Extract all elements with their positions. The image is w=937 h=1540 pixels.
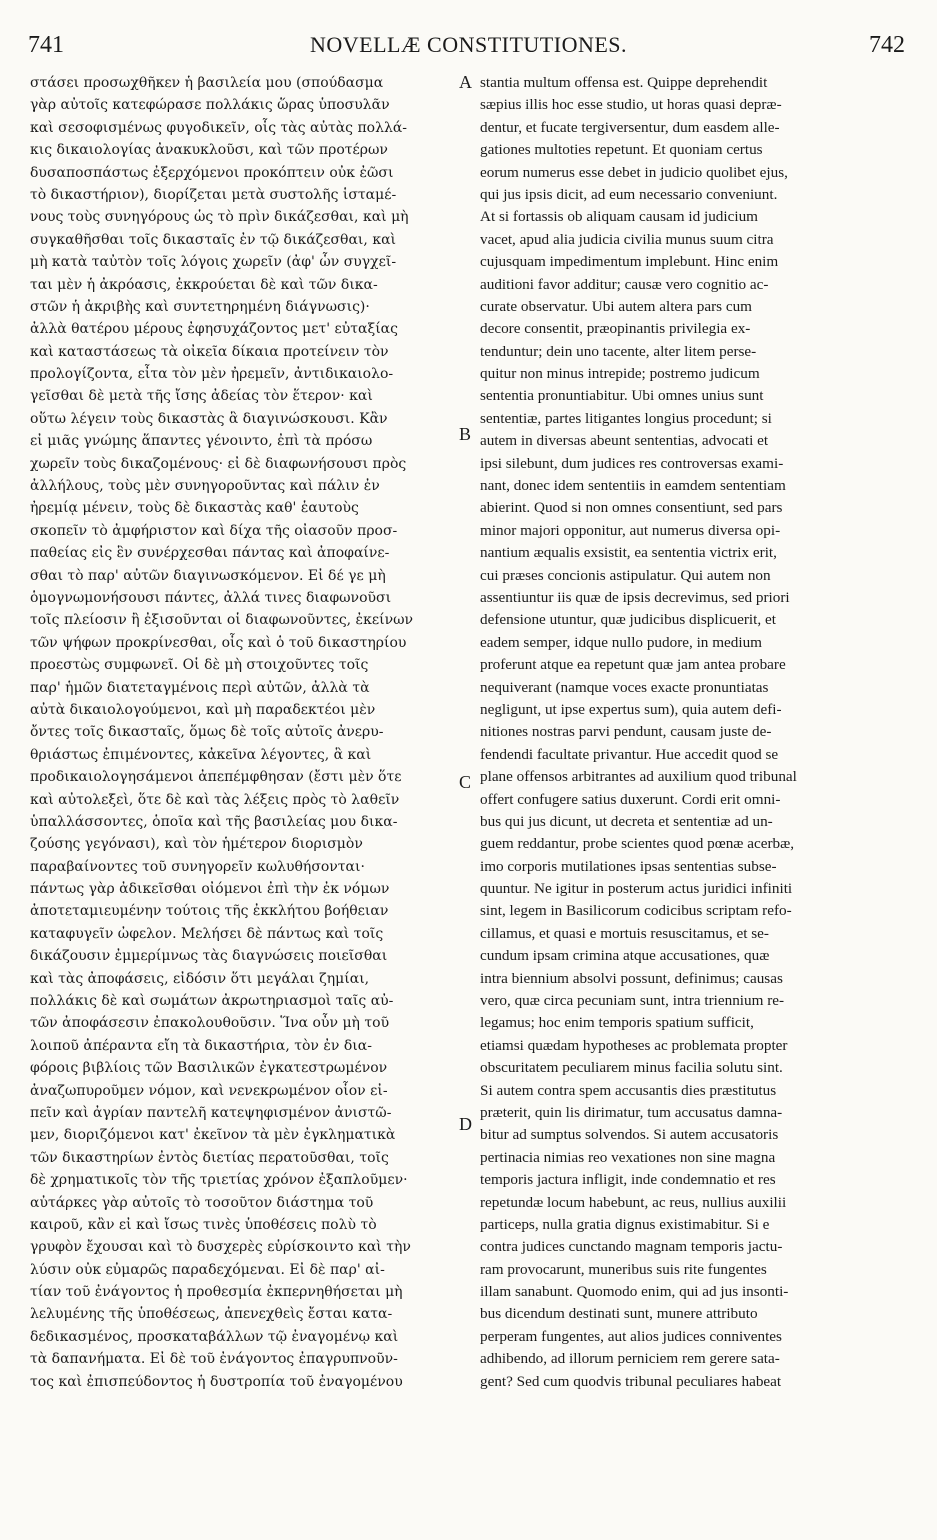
greek-text-line: τῶν ἀποφάσεσιν ἐπακολουθοῦσιν. Ἵνα οὖν μὴ τοῦ [30, 1015, 390, 1032]
greek-text-line: στῶν ἡ ἀκριβὴς καὶ συντετηρημένη διάγνωσις)· [30, 298, 370, 315]
latin-text-line: curate observatur. Ubi autem altera pars cum [480, 297, 752, 315]
greek-text-line: ὄντες τοῖς δικασταῖς, ὅμως δὲ τοῖς αὐτοῖς ἀνερυ- [30, 724, 384, 741]
greek-text-line: παρ' ἡμῶν διατεταγμένοις περὶ αὐτῶν, ἀλλὰ τὰ [30, 679, 370, 696]
running-title: NOVELLÆ CONSTITUTIONES. [309, 32, 628, 57]
greek-text-line: σθαι τὸ παρ' αὐτῶν διαγινωσκόμενον. Εἰ δέ γε μὴ [30, 567, 386, 584]
latin-text-line: vacet, apud alia judicia civilia munus suum citra [480, 230, 774, 248]
latin-text-line: autem in diversas abeunt sententias, advocati et [480, 432, 769, 450]
greek-text-line: προλογίζοντα, εἶτα τὸν μὲν ἠρεμεῖν, ἀντιδικαιολο- [30, 366, 394, 383]
greek-text-line: γὰρ αὐτοῖς κατεφώρασε πολλάκις ὥρας ὑποσυλᾶν [30, 97, 390, 114]
latin-text-line: eorum numerus esse debet in judicio quolibet ejus, [480, 163, 788, 181]
latin-text-line: gationes multoties repetunt. Et quoniam certus [480, 141, 763, 159]
latin-text-line: pertinacia nimias reo vexationes non sine magna [480, 1148, 776, 1166]
latin-text-line: fendendi facultate privantur. Hue accedit quod se [480, 745, 779, 763]
greek-text-line: πολλάκις δὲ καὶ σωμάτων ἀκρωτηριασμοὶ ταῖς αὐ- [30, 993, 394, 1010]
latin-text-line: legamus; hoc enim temporis spatium sufficit, [480, 1014, 754, 1032]
greek-text-line: καὶ καταστάσεως τὰ οἰκεῖα δίκαια προτείνειν τὸν [30, 343, 389, 360]
greek-text-line: προεστὼς συμφωνεῖ. Οἱ δὲ μὴ στοιχοῦντες τοῖς [30, 657, 369, 674]
latin-text-line: gent? Sed cum quodvis tribunal peculiares habeat [480, 1372, 782, 1390]
greek-text-line: ὁμογνωμονήσουσι πάντες, ἀλλά τινες διαφωνοῦσι [30, 589, 392, 606]
greek-text-line: τος καὶ ἐπισπεύδοντος ἡ δυστροπία τοῦ ἐναγομένου [30, 1373, 403, 1390]
latin-text-line: negligunt, ut ipse expertus sum), quia autem defi- [480, 700, 782, 718]
latin-text-line: adhibendo, ad illorum perniciem rem gerere sata- [480, 1350, 780, 1368]
greek-text-line: σκοπεῖν τὸ ἀμφήριστον καὶ δίχα τῆς οἰασοῦν προσ- [30, 522, 398, 539]
latin-text-line: temporis jactura infligit, inde condemnatio et res [480, 1171, 776, 1189]
latin-text-line: quuntur. Ne igitur in posterum actus juridici infiniti [480, 880, 793, 898]
latin-text-line: eadem semper, idque nullo pudore, in medium [480, 633, 762, 651]
greek-text-line: καὶ τὰς ἀποφάσεις, εἰδόσιν ὅτι μεγάλαι ζημίαι, [30, 970, 370, 987]
greek-text-line: λύσιν οὐκ εὐμαρῶς παραδεχόμεναι. Εἰ δὲ παρ' αἰ- [30, 1261, 385, 1278]
latin-text-line: bus qui jus dicunt, ut decreta et sententiæ ad un- [480, 812, 773, 830]
greek-text-line: ται μὲν ἡ ἀκρόασις, ἐκκρούεται δὲ καὶ τῶν δικα- [30, 276, 378, 293]
latin-text-line: auditioni favor additur; causæ vero cognitio ac- [480, 275, 769, 293]
latin-text-line: particeps, nulla gratia dignus existimabitur. Si e [480, 1215, 770, 1233]
latin-text-line: nant, donec idem sententiis in eamdem sententiam [480, 477, 786, 495]
latin-text-line: nantium æqualis exsistit, ea sententia victrix erit, [480, 544, 777, 562]
latin-text-line: ram provocarunt, muneribus suis rite fungentes [480, 1260, 767, 1278]
greek-text-line: ὑπαλλάσσοντες, ὁποῖα καὶ τῆς βασιλείας μου δικα- [30, 813, 398, 830]
greek-text-line: τῶν δικαστηρίων ἐντὸς διετίας περατοῦσθαι, τοῖς [30, 1149, 389, 1166]
latin-text-line: nequiverant (namque voces exacte pronuntiatas [480, 678, 769, 696]
greek-text-line: φόροις βιβλίοις τῶν Βασιλικῶν ἐγκατεστρωμένον [30, 1060, 388, 1077]
greek-text-line: τὸ δικαστήριον), διορίζεται μετὰ συστολῆς ἱσταμέ- [30, 186, 397, 203]
page-header [20, 28, 917, 64]
latin-text-line: qui jus ipsis dicit, ad eum necessario conveniunt. [480, 185, 778, 203]
greek-text-line: πάντως γὰρ ἀδικεῖσθαι οἰόμενοι ἐπὶ τὴν ἐκ νόμων [30, 881, 390, 898]
greek-text-line: καιροῦ, κἂν εἰ καὶ ἴσως τινὲς ὑποθέσεις πολὺ τὸ [30, 1216, 377, 1233]
latin-text-line: offert confugere satius duxerunt. Cordi erit omni- [480, 790, 781, 808]
greek-text-line: αὐτὰ δικαιολογούμενοι, καὶ μὴ παραδεκτέοι μὲν [30, 701, 376, 718]
latin-text-line: cujusquam impedimentum implebunt. Hinc enim [480, 253, 779, 271]
latin-text-line: sententiæ, partes litigantes longius procedunt; si [480, 409, 772, 427]
latin-text-line: sententia pronuntiabitur. Ubi omnes unius sunt [480, 387, 764, 405]
section-marker-a: A [459, 72, 472, 92]
latin-text-line: stantia multum offensa est. Quippe deprehendit [480, 74, 768, 91]
latin-text-line: illam sanabunt. Quomodo enim, qui ad jus insonti- [480, 1283, 789, 1301]
section-marker-c: C [459, 772, 472, 792]
latin-text-line: præterit, quin lis dirimatur, tum accusatus damna- [480, 1103, 783, 1121]
greek-text-line: μεν, διοριζόμενοι κατ' ἐκεῖνον τὰ μὲν ἐγκληματικὰ [30, 1127, 396, 1144]
greek-text-line: λοιποῦ ἀπέραντα εἴη τὰ δικαστήρια, τὸν ἐν δια- [30, 1037, 372, 1054]
greek-text-line: προδικαιολογησάμενοι ἀπεπέμφθησαν (ἔστι μὲν ὅτε [30, 769, 402, 786]
greek-text-line: μὴ κατὰ ταὐτὸν τοῖς λόγοις χωρεῖν (ἀφ' ὧν συγχεῖ- [30, 254, 397, 271]
greek-text-line: τοῖς πλείοσιν ἢ ἐξισοῦνται οἱ διαφωνοῦντες, ἐκείνων [30, 612, 414, 629]
section-markers [455, 72, 479, 1532]
latin-text-line: cillamus, et quasi e mortuis resuscitamus, et se- [480, 924, 769, 942]
latin-text-line: vero, quæ circa pecuniam sunt, intra triennium re- [480, 992, 785, 1010]
latin-text-line: ipsi silebunt, dum judices res controversas exami- [480, 454, 784, 472]
greek-text-line: τίαν τοῦ ἐνάγοντος ἡ προθεσμία ἐκπερνηθήσεται μὴ [30, 1284, 403, 1301]
greek-text-line: τὰ δαπανήματα. Εἰ δὲ τοῦ ἐνάγοντος ἐπαγρυπνοῦν- [30, 1351, 398, 1368]
greek-text-line: στάσει προσωχθῆκεν ἡ βασιλεία μου (σπούδασμα [30, 75, 384, 91]
latin-text-line: plane offensos arbitrantes ad auxilium quod tribunal [480, 768, 797, 786]
latin-text-line: At si fortassis ob aliquam causam id judicium [480, 208, 758, 226]
greek-text-line: νους τοὺς συνηγόρους ὡς τὸ πρὶν δικάζεσθαι, καὶ μὴ [30, 209, 409, 226]
greek-text-line: ἀναζωπυροῦμεν νόμον, καὶ νενεκρωμένον οἷον εἰ- [30, 1082, 388, 1099]
greek-text-line: γρυφὸν ἔχουσαι καὶ τὸ δυσχερὲς εὑρίσκοιντο καὶ τὴν [30, 1239, 411, 1256]
greek-text-line: κις δικαιολογίας ἀνακυκλοῦσι, καὶ τῶν προτέρων [30, 142, 388, 159]
latin-text-line: dentur, et fucate tergiversentur, dum easdem alle- [480, 118, 780, 136]
greek-text-line: οὕτω λέγειν τοὺς δικαστὰς ἃ διαγινώσκουσι. Κἂν [30, 410, 388, 427]
latin-text-column [480, 72, 908, 1532]
greek-text-line: συγκαθῆσθαι τοῖς δικασταῖς ἐν τῷ δικάζεσθαι, καὶ [30, 231, 397, 248]
greek-text-line: δεδικασμένος, προσκαταβάλλων τῷ ἐναγομένῳ καὶ [30, 1328, 399, 1345]
greek-text-line: λελυμένης τῆς ὑποθέσεως, ἀπενεχθεὶς ἔσται κατα- [30, 1306, 393, 1323]
greek-text-line: ζούσης γεγόνασι), καὶ τὸν ἡμέτερον διορισμὸν [30, 836, 363, 853]
section-marker-d: D [459, 1114, 472, 1134]
greek-text-line: πεῖν καὶ ἀγρίαν παντελῆ κατεψηφισμένον ἀνιστῶ- [30, 1104, 392, 1121]
greek-text-line: ἀλλήλους, τοὺς μὲν συνηγοροῦντας καὶ πάλιν ἐν [30, 478, 380, 495]
greek-text-line: ἠρεμίᾳ μένειν, τοὺς δὲ δικαστὰς καθ' ἑαυτοὺς [30, 500, 359, 517]
latin-text-line: Si autem contra spem accusantis dies præstitutus [480, 1081, 777, 1099]
latin-text-line: cui præses concionis astipulatur. Qui autem non [480, 566, 771, 584]
latin-text-line: decore consentit, præopinantis privilegia ex- [480, 320, 751, 338]
latin-text-line: defensione utuntur, quæ judicibus displicuerit, et [480, 611, 776, 629]
greek-text-column [30, 72, 458, 1532]
greek-text-line: καὶ σεσοφισμένως φυγοδικεῖν, οἷς τὰς αὐτὰς πολλά- [30, 119, 408, 136]
latin-text-line: bus dicendum destinati sunt, munere attributo [480, 1305, 758, 1323]
greek-text-line: ἀποτεταμιευμένην τούτοις τῆς ἐκκλήτου βοήθειαν [30, 903, 389, 920]
latin-text-line: obscuritatem peculiarem minus facilia solutu sint. [480, 1059, 783, 1077]
greek-text-line: δικάζουσιν ἐμμερίμνως τὰς διαγνώσεις ποιεῖσθαι [30, 948, 388, 965]
greek-text-line: γεῖσθαι δὲ μετὰ τῆς ἴσης ἀδείας τὸν ἕτερον· καὶ [30, 388, 373, 405]
latin-text-line: proferunt atque ea repetunt quæ jam antea probare [480, 656, 786, 674]
latin-text-line: etiamsi quædam hypotheses ac problemata propter [480, 1036, 788, 1054]
latin-text-line: tenduntur; dein uno tacente, alter litem perse- [480, 342, 757, 360]
latin-text-line: cundum ipsam crimina atque accusationes, quæ [480, 947, 770, 965]
greek-text-line: δυσαποσπάστως ἐξερχόμενοι προκόπτειν οὐκ ἐῶσι [30, 164, 394, 181]
latin-text-line: nitiones nostras parvi pendunt, causam juste de- [480, 723, 772, 741]
greek-text-line: παραβαίνοντες τοῦ συνηγορεῖν κωλυθήσονται· [30, 858, 365, 875]
latin-text-line: quitur non minus intrepide; postremo judicum [480, 365, 760, 383]
greek-text-line: αὐτάρκες γὰρ αὐτοῖς τὸ τοσοῦτον διάστημα τοῦ [30, 1194, 374, 1211]
page-number-right: 742 [869, 32, 905, 58]
latin-text-line: sint, legem in Basilicorum codicibus scriptam refo- [480, 902, 792, 920]
page-number-left: 741 [28, 32, 64, 58]
latin-text-line: imo corporis mutilationes ipsas sententias subse- [480, 857, 777, 875]
latin-text-line: sæpius illis hoc esse studio, ut horas quasi depræ- [480, 96, 782, 114]
latin-text-line: repetundæ locum habebunt, ac reus, nullius auxilii [480, 1193, 787, 1211]
latin-text-line: minor majori opponitur, aut numerus diversa opi- [480, 521, 781, 539]
greek-text-line: παθείας εἰς ἓν συνέρχεσθαι πάντας καὶ ἀποφαίνε- [30, 545, 390, 562]
section-marker-b: B [459, 424, 472, 444]
latin-text-line: bitur ad sumptus solvendos. Si autem accusatoris [480, 1126, 779, 1144]
greek-text-line: καταφυγεῖν ὠφελον. Μελήσει δὲ πάντως καὶ τοῖς [30, 925, 384, 942]
greek-text-line: εἰ μιᾶς γνώμης ἅπαντες γένοιντο, ἐπὶ τὰ πρόσω [30, 433, 373, 450]
greek-text-line: θριάστως ἐπιμένοντες, κἀκεῖνα λέγοντες, ἃ καὶ [30, 746, 372, 763]
greek-text-line: δὲ χρηματικοῖς τὸν τῆς τριετίας χρόνον ἐξαπλοῦμεν· [30, 1172, 408, 1189]
greek-text-line: τῶν ψήφων προκρίνεσθαι, οἷς καὶ ὁ τοῦ δικαστηρίου [30, 634, 407, 651]
greek-text-line: καὶ αὐτολεξεὶ, ὅτε δὲ καὶ τὰς λέξεις πρὸς τὸ λαθεῖν [30, 791, 400, 808]
greek-text-line: χωρεῖν τοὺς δικαζομένους· εἰ δὲ διαφωνήσουσι πρὸς [30, 455, 407, 472]
latin-text-line: abierint. Quod si non omnes consentiunt, sed pars [480, 499, 783, 517]
latin-text-line: intra biennium absolvi possunt, definimus; causas [480, 969, 783, 987]
latin-text-line: assentiuntur iis quæ de ipsis decrevimus, sed priori [480, 588, 790, 606]
latin-text-line: contra judices cunctando magnam temporis jactu- [480, 1238, 783, 1256]
latin-text-line: guem reddantur, probe scientes quod pœnæ acerbæ, [480, 835, 795, 853]
greek-text-line: ἀλλὰ θατέρου μέρους ἐφησυχάζοντος μετ' εὐταξίας [30, 321, 398, 338]
latin-text-line: perperam fungentes, aut alios judices conniventes [480, 1327, 782, 1345]
